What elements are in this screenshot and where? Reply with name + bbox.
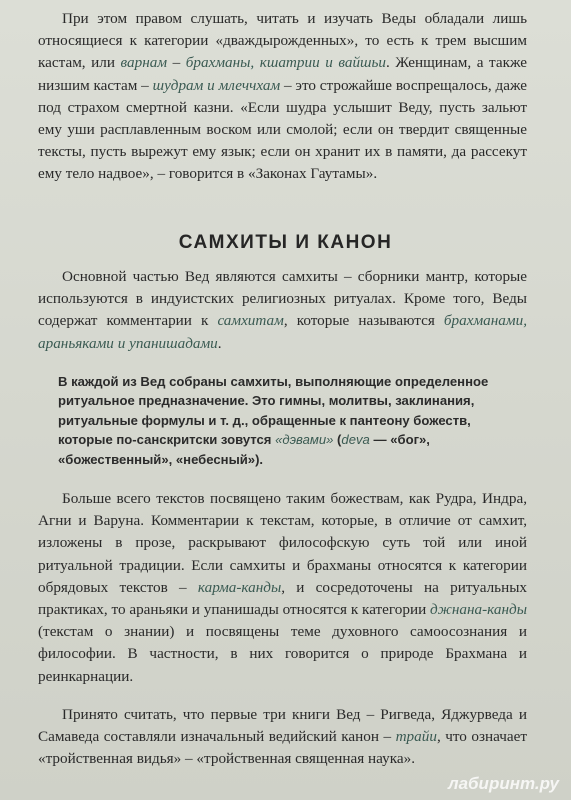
paragraph-samhitas-text-2: , которые называются (283, 312, 444, 330)
term-varnas: варнам (120, 54, 168, 72)
paragraph-samhitas-text-1: Основной частью Вед являются самхиты – сборники мантр, которые используются в индуистских религиозных ритуалах. Кроме того, Веды содержат комментарии к (38, 268, 527, 330)
watermark-text: лабиринт.ру (448, 774, 559, 793)
term-commentaries: брахманами, араньяками и упанишадами (38, 312, 527, 352)
term-karma-kanda: карма-канды (197, 578, 282, 596)
callout-text-2: ( (333, 432, 342, 448)
term-devas: «дэвами» (275, 432, 334, 448)
paragraph-intro-text-4: – это строжайше воспрещалось, даже под страхом смертной казни. «Если шудра услышит Веду, пусть зальют ему уши расплавленным воском или смолой; если он твердит священные тексты, пусть вырежут ему язык; если он хранит их в памяти, да рассекут ему тело надвое», – говорится в «Законах Гаутамы». (38, 76, 527, 183)
callout-text-1: В каждой из Вед собраны самхиты, выполняющие определенное ритуальное предназначение. Это гимны, молитвы, заклинания, ритуальные формулы и т. д., обращенные к пантеону божеств, которые по-санскритски зовутся (58, 374, 489, 448)
term-samhitas: самхитам (217, 312, 284, 330)
paragraph-deities-text-3: (текстам о знании) и посвящены теме духовного самоосознания и философии. В частности, в них говорится о природе Брахмана и реинкарнации. (38, 623, 527, 685)
section-heading: САМХИТЫ И КАНОН (178, 232, 393, 253)
paragraph-deities (38, 488, 527, 688)
term-castes: брахманы, кшатрии и вайшьи (185, 54, 387, 72)
paragraph-deities-text-1: Больше всего текстов посвящено таким божествам, как Рудра, Индра, Агни и Варуна. Комментарии к текстам, которые, в отличие от самхит, изложены в прозе, раскрывают философскую суть той или иной ритуальной традиции. Если самхиты и брахманы относятся к категории обрядовых текстов – (38, 490, 527, 596)
paragraph-samhitas (38, 266, 527, 355)
paragraph-canon (38, 704, 527, 771)
term-jnana-kanda: джнана-канды (430, 601, 527, 619)
paragraph-intro (38, 8, 527, 186)
paragraph-intro-text-1: При этом правом слушать, читать и изучать Веды обладали лишь относящиеся к категории «дваждырожденных», то есть к трем высшим кастам, или (38, 10, 527, 72)
term-trayi: трайи (395, 728, 437, 746)
callout-box (38, 372, 527, 469)
paragraph-intro-text-2: – (167, 54, 186, 72)
term-deva: deva (341, 432, 370, 448)
paragraph-deities-text-2: , и сосредоточены на ритуальных практиках, то араньяки и упанишады относятся к категории (38, 578, 527, 619)
paragraph-samhitas-text-3: . (217, 334, 222, 352)
paragraph-canon-text-1: Принято считать, что первые три книги Вед – Ригведа, Яджурведа и Самаведа составляли изначальный ведийский канон – (38, 706, 527, 746)
callout-text-3: — «бог», «божественный», «небесный»). (58, 432, 430, 467)
term-shudras: шудрам и млеччхам (152, 76, 281, 94)
paragraph-intro-text-3: . Женщинам, а также низшим кастам – (38, 54, 528, 94)
paragraph-canon-text-2: , что означает «тройственная видья» – «тройственная священная наука». (38, 728, 527, 768)
